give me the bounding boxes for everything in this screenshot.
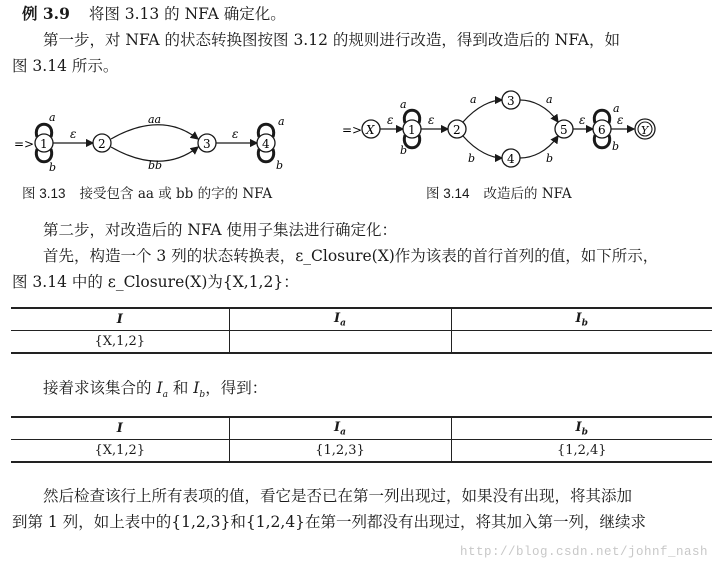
fig14-state-2-label: 2: [453, 123, 461, 137]
table1-cell-Ib: [451, 331, 712, 354]
fig13-label-b-1: b: [49, 161, 57, 174]
table2-cell-Ib: {1,2,4}: [451, 440, 712, 463]
table1-cell-Ia: [229, 331, 451, 354]
figure-3-14-diagram: [342, 88, 682, 183]
table2-header-row: [11, 417, 712, 440]
fig14-edge-2-3: [463, 100, 502, 122]
table2-cell-Ia: {1,2,3}: [229, 440, 451, 463]
fig14-label-a-6: a: [613, 102, 620, 115]
fig13-state-3-label: 3: [203, 137, 211, 151]
figure-3-13-caption: [22, 182, 272, 202]
fig13-label-aa: aa: [148, 113, 162, 126]
fig14-state-4-label: 4: [507, 152, 515, 166]
fig14-state-X-label: X: [366, 123, 375, 137]
example-text: 将图 3.13 的 NFA 确定化。: [88, 5, 286, 23]
para3-line2: 图 3.14 中的 ε_Closure(X)为{X,1,2}：: [12, 273, 299, 291]
fig13-caption-text: 接受包含 aa 或 bb 的字的 NFA: [79, 186, 273, 202]
state-table-2: [11, 416, 712, 463]
fig13-caption-number: 图 3.13: [22, 186, 66, 201]
fig13-label-eps-1: ε: [70, 127, 77, 141]
fig14-state-3-label: 3: [507, 94, 515, 108]
table1-header-Ib: $I_b$: [451, 308, 712, 331]
figure-3-14-caption: [426, 182, 572, 202]
fig13-label-a-4: a: [278, 115, 285, 128]
fig14-start-arrow: =>: [342, 123, 363, 137]
fig14-caption-number: 图 3.14: [426, 186, 470, 201]
fig13-state-1-label: 1: [40, 137, 48, 151]
para5-line1: 然后检查该行上所有表项的值，看它是否已在第一列出现过，如果没有出现，将其添加: [43, 487, 633, 505]
table2-header-Ib: $I_b$: [451, 417, 712, 440]
example-heading: [22, 4, 286, 24]
fig14-label-eps-X1: ε: [387, 113, 394, 127]
fig14-label-b-1: b: [400, 144, 408, 157]
fig14-label-b-6: b: [612, 140, 620, 153]
watermark-url: http://blog.csdn.net/johnf_nash: [459, 545, 708, 559]
fig14-label-a-1: a: [400, 98, 407, 111]
fig13-state-2-label: 2: [98, 137, 106, 151]
fig14-label-a-35: a: [546, 93, 553, 106]
fig14-label-b-45: b: [546, 152, 554, 165]
para5-line2: 到第 1 列，如上表中的{1,2,3}和{1,2,4}在第一列都没有出现过，将其加入第一列，继续求: [12, 513, 647, 531]
para1-line1: 第一步，对 NFA 的状态转换图按图 3.12 的规则进行改造，得到改造后的 NFA，如: [43, 31, 620, 49]
fig14-state-6-label: 6: [598, 123, 606, 137]
fig13-label-eps-2: ε: [232, 127, 239, 141]
table2-header-I: I: [11, 417, 229, 440]
table2-cell-I: {X,1,2}: [11, 440, 229, 463]
fig14-label-eps-56: ε: [579, 113, 586, 127]
fig14-label-eps-6Y: ε: [617, 113, 624, 127]
para1-line2: 图 3.14 所示。: [12, 57, 119, 75]
fig13-label-a-1: a: [49, 111, 56, 124]
fig14-caption-text: 改造后的 NFA: [483, 186, 572, 202]
fig13-label-bb: bb: [148, 159, 163, 172]
state-table-1: [11, 307, 712, 354]
fig14-label-b-24: b: [468, 152, 476, 165]
table2-header-Ia: $I_a$: [229, 417, 451, 440]
para2: 第二步，对改造后的 NFA 使用子集法进行确定化：: [43, 221, 398, 239]
fig14-state-1-label: 1: [408, 123, 416, 137]
fig13-label-b-4: b: [276, 159, 284, 172]
fig13-start-arrow: =>: [14, 137, 35, 151]
fig14-state-Y-label: Y: [641, 124, 649, 137]
table-row: [11, 440, 712, 463]
fig13-state-4-label: 4: [262, 137, 270, 151]
table1-header-row: [11, 308, 712, 331]
fig13-edge-2-3-aa: [111, 125, 198, 139]
table1-cell-I: {X,1,2}: [11, 331, 229, 354]
table-row: [11, 331, 712, 354]
figure-3-13-diagram: [14, 105, 304, 185]
fig14-state-5-label: 5: [560, 123, 568, 137]
fig14-label-eps-12: ε: [428, 113, 435, 127]
table1-header-I: I: [11, 308, 229, 331]
example-label: 例 3.9: [22, 4, 70, 23]
para3-line1: 首先，构造一个 3 列的状态转换表，ε_Closure(X)作为该表的首行首列的值，如下所示，: [43, 247, 659, 265]
fig14-label-a-23: a: [470, 93, 477, 106]
table1-header-Ia: $I_a$: [229, 308, 451, 331]
para4: 接着求该集合的 $I_a$ 和 $I_b$，得到：: [43, 379, 268, 401]
